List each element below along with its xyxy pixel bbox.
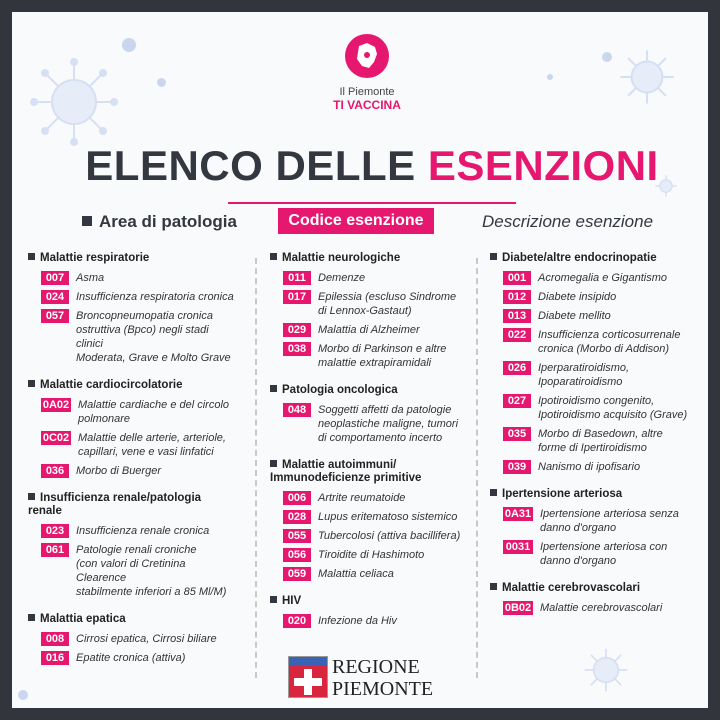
exemption-description: Malattia celiaca <box>318 568 394 580</box>
category-section <box>28 492 238 599</box>
exemption-code-badge: 0A02 <box>42 399 70 411</box>
title-underline <box>228 202 516 204</box>
exemption-description: Epatite cronica (attiva) <box>76 652 186 664</box>
exemption-code-badge: 059 <box>283 567 311 581</box>
exemption-row <box>490 328 700 356</box>
category-section <box>490 252 700 474</box>
exemption-code-badge: 036 <box>41 464 69 478</box>
exemption-description: Insufficienza respiratoria cronica <box>76 291 234 303</box>
exemption-code-badge: 007 <box>41 271 69 285</box>
exemption-description: Malattia di Alzheimer <box>318 324 420 336</box>
exemption-description: Artrite reumatoide <box>318 492 406 504</box>
exemption-row <box>270 567 480 581</box>
exemption-code-badge: 008 <box>41 632 69 646</box>
exemption-description: Cirrosi epatica, Cirrosi biliare <box>76 633 217 645</box>
exemption-row <box>28 464 238 478</box>
category-section <box>490 582 700 615</box>
exemption-code-badge: 023 <box>41 524 69 538</box>
category-title <box>270 459 480 485</box>
exemption-code-badge: 0A31 <box>504 508 532 520</box>
page-title <box>12 142 708 190</box>
exemption-description: Infezione da Hiv <box>318 615 397 627</box>
category-title <box>28 492 238 518</box>
exemption-row <box>270 510 480 524</box>
category-title <box>270 252 480 265</box>
exemption-row <box>270 529 480 543</box>
virus-icon <box>24 52 124 152</box>
category-label: Malattie neurologiche <box>282 252 401 264</box>
exemption-description: Epilessia (escluso Sindrome di Lennox-Gastaut) <box>318 291 457 317</box>
exemption-code-badge: 027 <box>503 394 531 408</box>
category-title <box>270 384 480 397</box>
square-bullet-icon <box>490 253 497 260</box>
exemption-row <box>28 271 238 285</box>
square-bullet-icon <box>82 216 92 226</box>
exemption-code-badge: 012 <box>503 290 531 304</box>
exemption-row <box>490 540 700 568</box>
exemption-description: Nanismo di ipofisario <box>538 461 641 473</box>
exemption-description: Tiroidite di Hashimoto <box>318 549 425 561</box>
exemption-description: Diabete insipido <box>538 291 617 303</box>
category-title <box>270 595 480 608</box>
square-bullet-icon <box>270 385 277 392</box>
category-section <box>490 488 700 568</box>
decor-dot <box>157 78 166 87</box>
exemption-row <box>490 361 700 389</box>
exemption-description: Patologie renali croniche (con valori di Cretinina Clearence stabilmente inferiori a 85 Ml/M) <box>76 544 227 598</box>
brand-line1: Il Piemonte <box>339 86 395 98</box>
exemption-code-badge: 061 <box>41 543 69 557</box>
exemption-row <box>28 309 238 365</box>
exemption-code-badge: 013 <box>503 309 531 323</box>
exemption-code-badge: 024 <box>41 290 69 304</box>
exemption-description: Soggetti affetti da patologie neoplastiche maligne, tumori di comportamento incerto <box>318 404 459 444</box>
exemption-code-badge: 028 <box>283 510 311 524</box>
exemption-description: Iperparatiroidismo, Ipoparatiroidismo <box>538 362 630 388</box>
category-label: HIV <box>282 595 302 607</box>
header-code: Codice esenzione <box>278 208 434 234</box>
exemption-code-badge: 016 <box>41 651 69 665</box>
exemption-code-badge: 0B02 <box>504 602 532 614</box>
exemption-row <box>270 614 480 628</box>
column-3 <box>490 252 700 629</box>
footer-line1: REGIONE <box>332 656 420 678</box>
exemption-row <box>490 427 700 455</box>
exemption-description: Lupus eritematoso sistemico <box>318 511 458 523</box>
exemption-code-badge: 0C02 <box>42 432 70 444</box>
exemption-description: Diabete mellito <box>538 310 611 322</box>
exemption-description: Ipertensione arteriosa con danno d'organo <box>540 541 668 567</box>
decor-dot <box>122 38 136 52</box>
exemption-row <box>28 398 238 426</box>
category-label: Patologia oncologica <box>282 384 398 396</box>
category-title <box>28 613 238 626</box>
exemption-code-badge: 038 <box>283 342 311 356</box>
exemption-code-badge: 006 <box>283 491 311 505</box>
header-area-label: Area di patologia <box>99 212 237 231</box>
piemonte-map-icon <box>345 34 389 78</box>
exemption-code-badge: 0031 <box>503 540 533 554</box>
column-2 <box>270 252 480 642</box>
category-section <box>270 384 480 445</box>
category-label: Malattie autoimmuni/ Immunodeficienze primitive <box>270 459 422 484</box>
exemption-row <box>490 309 700 323</box>
exemption-description: Malattie cardiache e del circolo polmonare <box>78 399 230 425</box>
category-section <box>270 595 480 628</box>
category-section <box>270 252 480 370</box>
exemption-description: Broncopneumopatia cronica ostruttiva (Bpco) negli stadi clinici Moderata, Grave e Molto Grave <box>76 310 231 364</box>
exemption-row <box>28 651 238 665</box>
exemption-row <box>270 342 480 370</box>
square-bullet-icon <box>28 493 35 500</box>
category-title <box>28 379 238 392</box>
exemption-code-badge: 017 <box>283 290 311 304</box>
square-bullet-icon <box>270 596 277 603</box>
square-bullet-icon <box>270 253 277 260</box>
exemption-row <box>490 507 700 535</box>
brand-line2: TI VACCINA <box>333 98 401 112</box>
category-label: Malattia epatica <box>40 613 126 625</box>
exemption-row <box>28 431 238 459</box>
category-label: Diabete/altre endocrinopatie <box>502 252 657 264</box>
category-label: Ipertensione arteriosa <box>502 488 623 500</box>
exemption-code-badge: 020 <box>283 614 311 628</box>
exemption-row <box>270 491 480 505</box>
decor-dot <box>547 74 553 80</box>
exemption-code-badge: 001 <box>503 271 531 285</box>
exemption-code-badge: 056 <box>283 548 311 562</box>
exemption-description: Asma <box>76 272 105 284</box>
exemption-row <box>28 524 238 538</box>
square-bullet-icon <box>28 380 35 387</box>
exemption-description: Ipotiroidismo congenito, Ipotiroidismo acquisito (Grave) <box>538 395 688 421</box>
exemption-row <box>270 548 480 562</box>
header-description: Descrizione esenzione <box>482 212 654 231</box>
exemption-description: Morbo di Parkinson e altre malattie extrapiramidali <box>318 343 447 369</box>
exemption-row <box>28 632 238 646</box>
category-label: Malattie cerebrovascolari <box>502 582 641 594</box>
exemption-code-badge: 022 <box>503 328 531 342</box>
exemption-row <box>270 271 480 285</box>
virus-icon <box>578 642 634 698</box>
exemption-row <box>28 290 238 304</box>
square-bullet-icon <box>28 253 35 260</box>
regione-piemonte-logo <box>288 656 434 700</box>
exemption-code-badge: 035 <box>503 427 531 441</box>
column-divider <box>255 258 257 678</box>
exemption-code-badge: 011 <box>283 271 311 285</box>
square-bullet-icon <box>270 460 277 467</box>
title-part2: ESENZIONI <box>427 142 659 189</box>
exemption-row <box>270 403 480 445</box>
virus-icon <box>612 42 682 112</box>
exemption-row <box>490 460 700 474</box>
exemption-description: Tubercolosi (attiva bacillifera) <box>318 530 461 542</box>
exemption-description: Morbo di Basedown, altre forme di Ipertiroidismo <box>538 428 663 454</box>
category-label: Malattie respiratorie <box>40 252 150 264</box>
exemption-code-badge: 055 <box>283 529 311 543</box>
regione-flag-icon <box>288 656 328 698</box>
exemption-description: Malattie cerebrovascolari <box>540 602 663 614</box>
category-section <box>28 379 238 478</box>
exemption-row <box>270 290 480 318</box>
category-section <box>270 459 480 581</box>
exemption-code-badge: 026 <box>503 361 531 375</box>
exemption-row <box>28 543 238 599</box>
decor-dot <box>602 52 612 62</box>
header-area <box>82 212 237 232</box>
exemption-code-badge: 029 <box>283 323 311 337</box>
category-title <box>490 582 700 595</box>
category-title <box>28 252 238 265</box>
category-label: Malattie cardiocircolatorie <box>40 379 183 391</box>
decor-dot <box>18 690 28 700</box>
exemption-description: Insufficienza corticosurrenale cronica (Morbo di Addison) <box>538 329 681 355</box>
square-bullet-icon <box>28 614 35 621</box>
exemption-row <box>490 601 700 615</box>
exemption-description: Insufficienza renale cronica <box>76 525 210 537</box>
category-section <box>28 613 238 665</box>
exemption-row <box>490 290 700 304</box>
exemption-description: Acromegalia e Gigantismo <box>538 272 668 284</box>
exemption-row <box>270 323 480 337</box>
exemption-row <box>490 394 700 422</box>
category-label: Insufficienza renale/patologia renale <box>28 492 202 517</box>
title-part1: ELENCO DELLE <box>85 142 428 189</box>
exemption-code-badge: 057 <box>41 309 69 323</box>
category-title <box>490 488 700 501</box>
column-1 <box>28 252 238 679</box>
exemption-description: Ipertensione arteriosa senza danno d'organo <box>540 508 679 534</box>
exemption-code-badge: 048 <box>283 403 311 417</box>
square-bullet-icon <box>490 489 497 496</box>
exemption-code-badge: 039 <box>503 460 531 474</box>
category-section <box>28 252 238 365</box>
category-title <box>490 252 700 265</box>
footer-line2: PIEMONTE <box>332 678 434 700</box>
exemption-description: Morbo di Buerger <box>76 465 161 477</box>
exemption-description: Demenze <box>318 272 366 284</box>
square-bullet-icon <box>490 583 497 590</box>
exemption-row <box>490 271 700 285</box>
exemption-description: Malattie delle arterie, arteriole, capillari, vene e vasi linfatici <box>78 432 226 458</box>
